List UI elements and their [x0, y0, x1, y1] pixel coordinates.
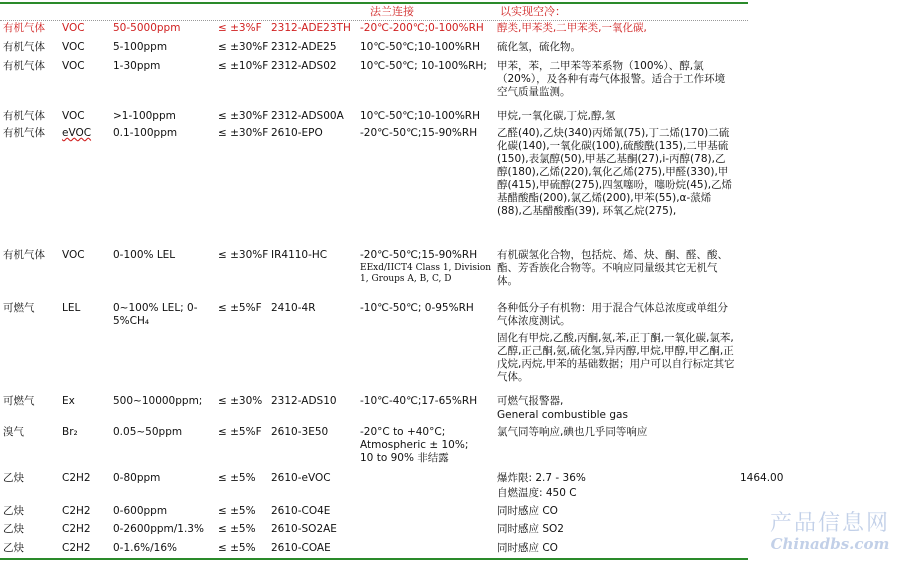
environment-cell: 10℃-50℃; 10-100%RH;	[360, 60, 487, 72]
accuracy-cell: ≤ ±30%F	[218, 249, 269, 261]
category-cell: 有机气体	[3, 249, 45, 261]
model-cell: 2610-eVOC	[271, 472, 331, 484]
type-cell: VOC	[62, 110, 85, 122]
type-cell: C2H2	[62, 472, 91, 484]
description-cell: 硫化氢，硫化物。	[497, 41, 581, 53]
type-cell: Br₂	[62, 426, 78, 438]
category-cell: 有机气体	[3, 60, 45, 72]
category-cell: 乙炔	[3, 472, 24, 484]
accuracy-cell: ≤ ±5%	[218, 472, 256, 484]
accuracy-cell: ≤ ±30%	[218, 395, 263, 407]
model-cell: 2410-4R	[271, 302, 316, 314]
type-cell: eVOC	[62, 127, 92, 139]
environment-cell: -20℃-50℃;15-90%RH	[360, 127, 478, 139]
range-cell: 0.1-100ppm	[113, 127, 178, 139]
header-dotted-rule	[0, 20, 748, 21]
description-cell: 爆炸限: 2.7 - 36%	[497, 472, 586, 484]
model-cell: 2610-3E50	[271, 426, 329, 438]
range-cell: >1-100ppm	[113, 110, 176, 122]
header-flange-connection: 法兰连接	[370, 5, 414, 18]
environment-cell: -10℃-50℃; 0-95%RH	[360, 302, 474, 314]
category-cell: 有机气体	[3, 22, 45, 34]
type-cell: Ex	[62, 395, 75, 407]
range-cell: 0-2600ppm/1.3%	[113, 523, 204, 535]
environment-cell: -10℃-40℃;17-65%RH	[360, 395, 478, 407]
price-cell: 1464.00	[740, 472, 784, 484]
accuracy-cell: ≤ ±5%	[218, 505, 256, 517]
type-cell: VOC	[62, 41, 85, 53]
model-cell: 2312-ADS02	[271, 60, 337, 72]
category-cell: 乙炔	[3, 542, 24, 554]
accuracy-cell: ≤ ±5%	[218, 523, 256, 535]
type-cell: VOC	[62, 22, 85, 34]
type-cell: C2H2	[62, 523, 91, 535]
description-detail-cell: 自燃温度: 450 C	[497, 487, 577, 499]
accuracy-cell: ≤ ±30%F	[218, 127, 269, 139]
range-cell: 5-100ppm	[113, 41, 168, 53]
environment-cell: -20°C to +40°C;	[360, 426, 446, 438]
bottom-rule	[0, 558, 748, 560]
model-cell: 2610-EPO	[271, 127, 323, 139]
range-cell: 50-5000ppm	[113, 22, 181, 34]
category-cell: 有机气体	[3, 127, 45, 139]
model-cell: 2312-ADS00A	[271, 110, 344, 122]
type-cell: C2H2	[62, 542, 91, 554]
category-cell: 有机气体	[3, 110, 45, 122]
description-cell: 氯气同等响应,碘也几乎同等响应	[497, 426, 648, 438]
range-cell: 1-30ppm	[113, 60, 161, 72]
category-cell: 可燃气	[3, 395, 35, 407]
accuracy-cell: ≤ ±30%F	[218, 110, 269, 122]
accuracy-cell: ≤ ±30%F	[218, 41, 269, 53]
environment-cell: 10℃-50℃;10-100%RH	[360, 41, 480, 53]
category-cell: 乙炔	[3, 523, 24, 535]
description-cell: 有机碳氢化合物，包括烷、烯、炔、酮、醛、酸、酯、芳香族化合物等。不响应同量级其它无机气体。	[497, 249, 728, 287]
range-cell: 0-1.6%/16%	[113, 542, 178, 554]
environment-cell: -20℃-50℃;15-90%RH	[360, 249, 478, 261]
description-cell: 同时感应 CO	[497, 542, 558, 554]
environment-cell: -20℃-200℃;0-100%RH	[360, 22, 484, 34]
model-cell: 2610-CO4E	[271, 505, 331, 517]
range-cell: 0-100% LEL	[113, 249, 176, 261]
type-cell: LEL	[62, 302, 81, 314]
environment-cell: 10℃-50℃;10-100%RH	[360, 110, 480, 122]
description-cell: 同时感应 CO	[497, 505, 558, 517]
description-cell: 甲烷,一氧化碳,丁烷,醇,氢	[497, 110, 616, 122]
range-cell: 0-600ppm	[113, 505, 168, 517]
environment-certification-cell: EExd/IICT4 Class 1, Division 1, Groups A, B, C, D	[360, 263, 492, 284]
category-cell: 有机气体	[3, 41, 45, 53]
accuracy-cell: ≤ ±3%F	[218, 22, 262, 34]
description-cell: 各种低分子有机物：用于混合气体总浓度或单组分气体浓度测试。	[497, 302, 728, 327]
watermark	[770, 512, 890, 552]
range-cell: 0.05~50ppm	[113, 426, 183, 438]
accuracy-cell: ≤ ±5%F	[218, 302, 262, 314]
category-cell: 可燃气	[3, 302, 35, 314]
watermark-chinese: 产品信息网	[769, 511, 890, 536]
model-cell: 2610-SO2AE	[271, 523, 337, 535]
description-cell: 醇类,甲苯类,二甲苯类,一氧化碳,	[497, 22, 647, 34]
accuracy-cell: ≤ ±10%F	[218, 60, 269, 72]
description-cell: 乙醛(40),乙炔(340)丙烯氰(75),丁二烯(170)二硫化碳(140),一氧化碳(100),硫酸酰(135),二甲基硫(150),表氯醇(50),甲基乙基酮(27),i-丙醇(78),乙醇(180),乙烯(220),氧化乙烯(275),甲醛(330),甲醇(415),甲硫醇(275),四氢噻吩，噻吩烷(45),乙烯基醋酸酯(200),氯乙烯(200),甲苯(55),α-蒎烯(88),乙基醋酸酯(39), 环氧乙烷(275),	[497, 127, 733, 217]
accuracy-cell: ≤ ±5%	[218, 542, 256, 554]
type-cell: C2H2	[62, 505, 91, 517]
model-cell: 2610-COAE	[271, 542, 331, 554]
header-achieve-label: 以实现空冷：	[500, 5, 566, 18]
model-cell: IR4110-HC	[271, 249, 328, 261]
accuracy-cell: ≤ ±5%F	[218, 426, 262, 438]
category-cell: 乙炔	[3, 505, 24, 517]
type-cell: VOC	[62, 249, 85, 261]
range-cell: 0~100% LEL; 0-5%CH₄	[113, 302, 198, 327]
environment-pressure-cell: Atmospheric ± 10%;	[360, 439, 469, 451]
type-cell: VOC	[62, 60, 85, 72]
description-cell: 可燃气报警器,	[497, 395, 564, 407]
range-cell: 500~10000ppm;	[113, 395, 203, 407]
environment-humidity-cell: 10 to 90% 非结露	[360, 452, 449, 464]
description-detail-cell: 固化有甲烷,乙酸,丙酮,氨,苯,正丁酮,一氧化碳,氯苯,乙醇,正己酮,氨,硫化氢,异丙醇,甲烷,甲醇,甲乙酮,正戊烷,丙烷,甲苯的基础数据；用户可以自行标定其它气体。	[497, 332, 735, 383]
model-cell: 2312-ADE23TH	[271, 22, 351, 34]
description-cell: 同时感应 SO2	[497, 523, 564, 535]
top-rule	[0, 2, 748, 4]
description-detail-cell: General combustible gas	[497, 409, 628, 421]
category-cell: 溴气	[3, 426, 24, 438]
description-cell: 甲苯，苯，二甲苯等苯系物（100%）、醇,氯（20%），及各种有毒气体报警。适合于工作环境空气质量监测。	[497, 60, 726, 98]
watermark-domain: Chinadbs.com	[770, 535, 890, 553]
range-cell: 0-80ppm	[113, 472, 161, 484]
model-cell: 2312-ADS10	[271, 395, 337, 407]
model-cell: 2312-ADE25	[271, 41, 337, 53]
